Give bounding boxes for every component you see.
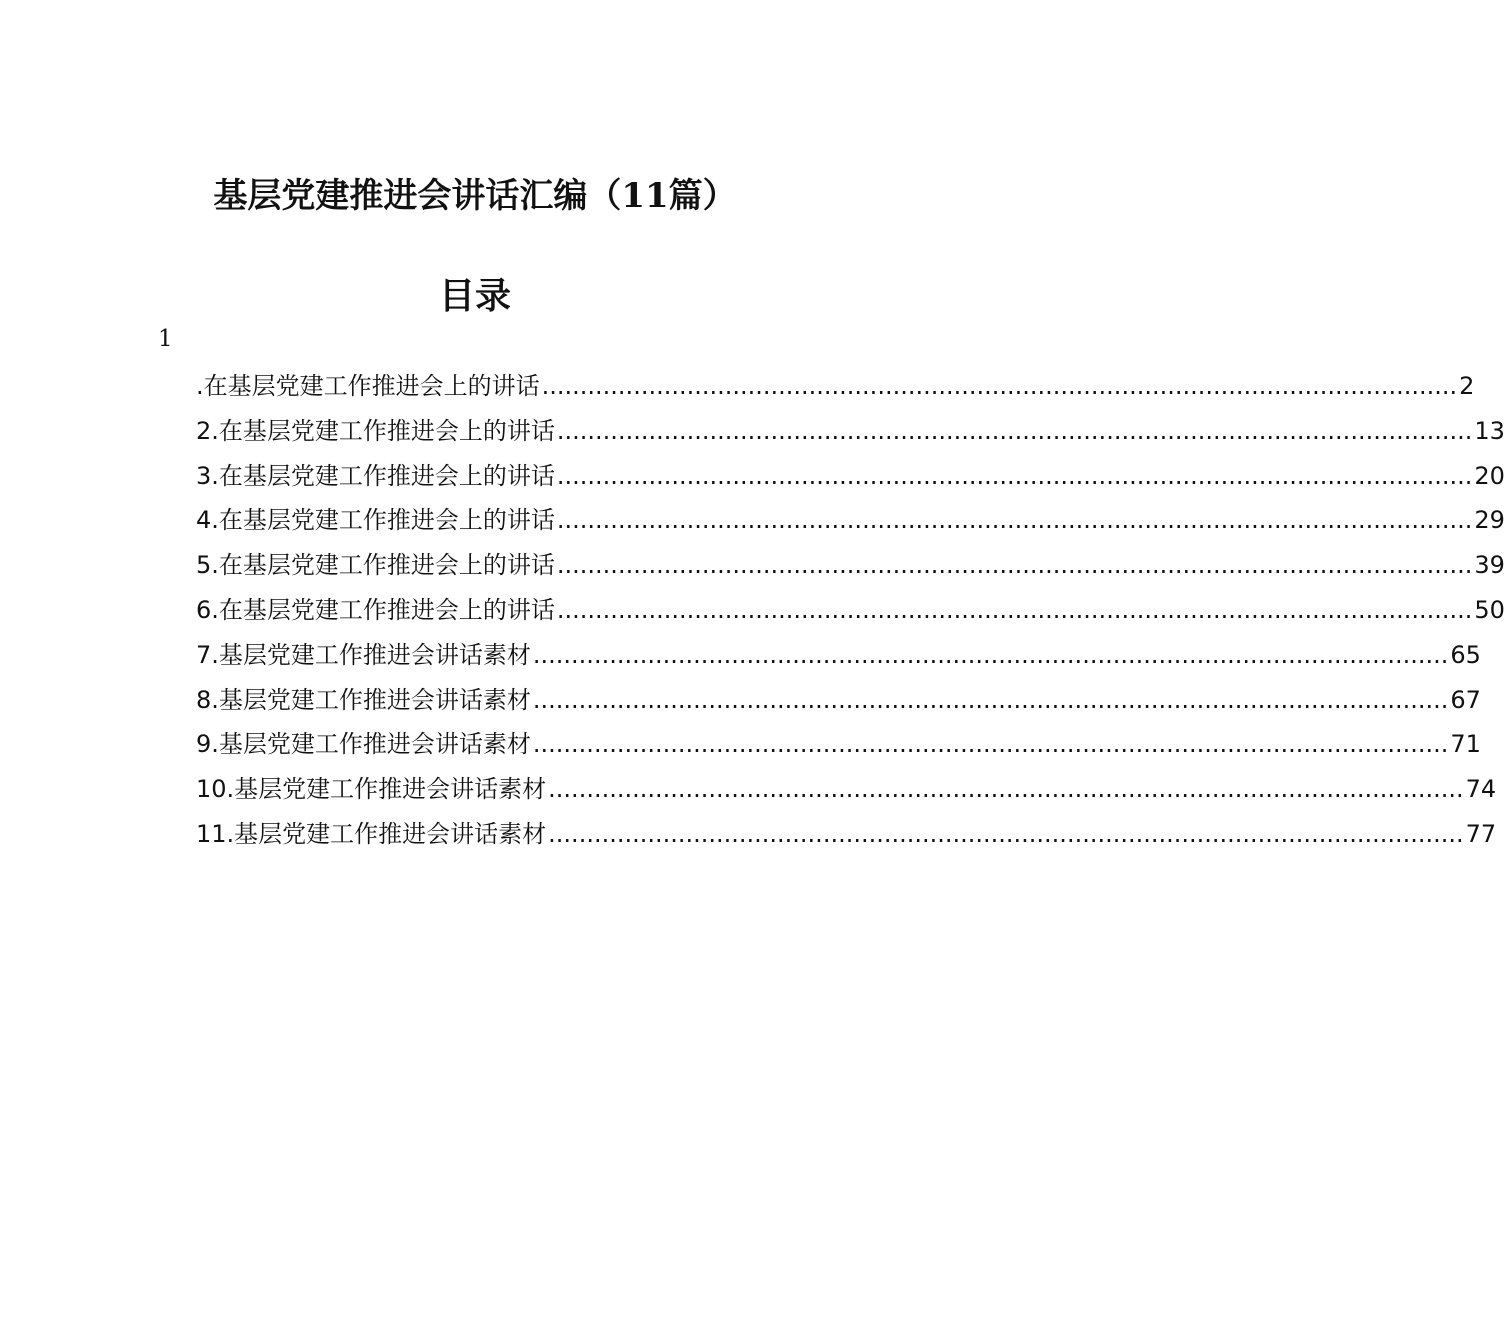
toc-entry[interactable] xyxy=(196,454,1505,499)
toc-entry[interactable] xyxy=(196,633,1481,678)
toc-dot-leader: ........................................................................................................................ xyxy=(532,730,1449,759)
toc-entry[interactable] xyxy=(196,678,1481,723)
toc-entry-title: 11.基层党建工作推进会讲话素材 xyxy=(196,819,547,848)
toc-entry-page: 2 xyxy=(1459,372,1475,400)
stray-list-number: 1 xyxy=(158,326,173,352)
toc-entry[interactable] xyxy=(196,588,1505,633)
toc-entry[interactable] xyxy=(196,543,1505,588)
toc-entry[interactable] xyxy=(196,498,1505,543)
toc-entry-page: 74 xyxy=(1465,775,1497,804)
toc-entry-title: 10.基层党建工作推进会讲话素材 xyxy=(196,775,547,804)
toc-entry-title: .在基层党建工作推进会上的讲话 xyxy=(196,372,540,400)
toc-entry-page: 67 xyxy=(1450,685,1481,714)
toc-dot-leader: ........................................................................................................................ xyxy=(556,595,1473,624)
toc-entry[interactable] xyxy=(196,812,1497,857)
toc-entry[interactable] xyxy=(196,722,1481,767)
toc-entry-page: 13 xyxy=(1474,416,1505,445)
toc-entry-page: 29 xyxy=(1474,506,1505,535)
toc-entry[interactable] xyxy=(196,364,1475,409)
toc-dot-leader: ........................................................................................................................ xyxy=(548,775,1464,804)
toc-dot-leader: ........................................................................................................................ xyxy=(556,551,1473,580)
toc-heading: 目录 xyxy=(438,276,511,317)
toc-dot-leader: ........................................................................................................................ xyxy=(556,461,1473,490)
toc-entry-page: 39 xyxy=(1474,551,1505,580)
toc-entry[interactable] xyxy=(196,767,1497,812)
table-of-contents xyxy=(196,364,1505,857)
toc-entry-title: 9.基层党建工作推进会讲话素材 xyxy=(196,730,531,759)
document-title: 基层党建推进会讲话汇编（11篇） xyxy=(213,176,737,216)
toc-entry-page: 71 xyxy=(1450,730,1481,759)
toc-entry-page: 65 xyxy=(1450,640,1481,669)
toc-entry-title: 8.基层党建工作推进会讲话素材 xyxy=(196,685,531,714)
toc-dot-leader: ........................................................................................................................ xyxy=(541,372,1458,400)
toc-entry-title: 7.基层党建工作推进会讲话素材 xyxy=(196,640,531,669)
toc-dot-leader: ........................................................................................................................ xyxy=(532,685,1449,714)
toc-entry-page: 77 xyxy=(1465,819,1497,848)
toc-dot-leader: ........................................................................................................................ xyxy=(532,640,1449,669)
toc-entry-title: 3.在基层党建工作推进会上的讲话 xyxy=(196,461,555,490)
toc-entry-page: 20 xyxy=(1474,461,1505,490)
toc-entry-title: 2.在基层党建工作推进会上的讲话 xyxy=(196,416,555,445)
toc-entry-title: 6.在基层党建工作推进会上的讲话 xyxy=(196,595,555,624)
toc-dot-leader: ........................................................................................................................ xyxy=(548,819,1464,848)
toc-dot-leader: ........................................................................................................................ xyxy=(556,416,1473,445)
toc-entry-title: 5.在基层党建工作推进会上的讲话 xyxy=(196,551,555,580)
toc-dot-leader: ........................................................................................................................ xyxy=(556,506,1473,535)
toc-entry[interactable] xyxy=(196,409,1505,454)
toc-entry-title: 4.在基层党建工作推进会上的讲话 xyxy=(196,506,555,535)
toc-entry-page: 50 xyxy=(1474,595,1505,624)
